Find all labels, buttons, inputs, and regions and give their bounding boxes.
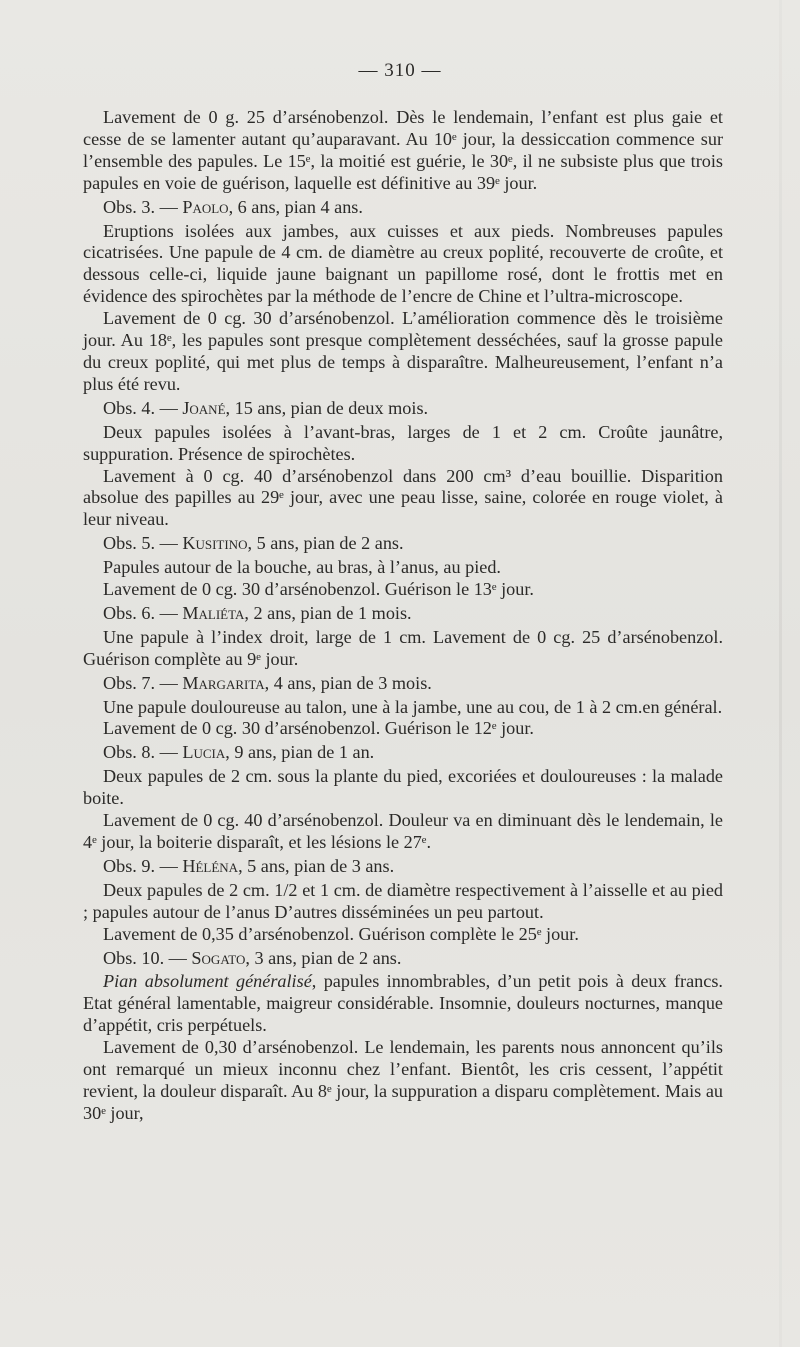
text-run: Obs. 5. — [103, 533, 183, 554]
text-run: , papules innombrables, d’un petit pois à deux francs. Etat général lamentable, maigreur considérable. Insomnie, douleurs nocturnes, manque d’appétit, cris perpétuels. [83, 971, 723, 1036]
text-run: Deux papules de 2 cm. 1/2 et 1 cm. de diamètre respectivement à l’aisselle et au pied ; papules autour de l’anus D’autres disséminées un peu partout. [83, 879, 723, 922]
text-run: Deux papules de 2 cm. sous la plante du pied, excoriées et douloureuses : la malade boite. [83, 766, 723, 809]
paragraph [83, 308, 723, 396]
paragraph [83, 579, 723, 601]
observation-heading [83, 533, 723, 555]
paragraph [83, 422, 723, 466]
observation-heading [83, 742, 723, 764]
observation-heading [83, 856, 723, 878]
text-run: Obs. 3. — [103, 196, 183, 217]
paragraph [83, 718, 723, 740]
text-run: , 2 ans, pian de 1 mois. [244, 602, 412, 623]
page-edge-shadow [779, 0, 782, 1347]
text-run: Obs. 4. — [103, 397, 183, 418]
text-run: Lavement de 0,35 d’arsénobenzol. Guérison complète le 25ᵉ jour. [103, 923, 579, 944]
text-run: Obs. 7. — [103, 672, 183, 693]
observation-heading [83, 197, 723, 219]
text-run: Une papule à l’index droit, large de 1 cm. Lavement de 0 cg. 25 d’arsénobenzol. Guérison complète au 9ᵉ jour. [83, 626, 723, 669]
observation-heading [83, 603, 723, 625]
text-run: Eruptions isolées aux jambes, aux cuisses et aux pieds. Nombreuses papules cicatrisées. Une papule de 4 cm. de diamètre au creux poplité, recouverte de croûte, et dessous celle-ci, liquide jaune baignant un papillome rosé, dont le frottis met en évidence des spirochètes par la méthode de l’encre de Chine et l’ultra-microscope. [83, 220, 723, 307]
text-run: , 5 ans, pian de 2 ans. [247, 533, 404, 554]
text-run: Obs. 10. — [103, 947, 192, 968]
observation-heading [83, 673, 723, 695]
text-run: Lavement de 0 cg. 30 d’arsénobenzol. Guérison le 12ᵉ jour. [103, 718, 534, 739]
text-run: , 15 ans, pian de deux mois. [225, 397, 429, 418]
patient-name: Kusitino [182, 533, 248, 554]
paragraph [83, 466, 723, 532]
text-run: Papules autour de la bouche, au bras, à l’anus, au pied. [103, 557, 501, 578]
text-run: Obs. 6. — [103, 602, 183, 623]
text-run: , 6 ans, pian 4 ans. [228, 196, 363, 217]
observation-heading [83, 948, 723, 970]
text-run: Lavement de 0 cg. 40 d’arsénobenzol. Douleur va en diminuant dès le lendemain, le 4ᵉ jour, la boiterie disparaît, et les lésions le 27ᵉ. [83, 810, 723, 852]
page-number: — 310 — [358, 60, 442, 81]
paragraph [83, 627, 723, 671]
paragraph [83, 971, 723, 1037]
patient-name: Margarita [182, 672, 265, 693]
text-run: Obs. 8. — [103, 742, 183, 763]
text-run: Lavement à 0 cg. 40 d’arsénobenzol dans 200 cm³ d’eau bouillie. Disparition absolue des papilles au 29ᵉ jour, avec une peau lisse, saine, colorée en rouge violet, à leur niveau. [83, 465, 723, 530]
paragraph [83, 880, 723, 924]
patient-name: Héléna [182, 855, 239, 876]
paragraph [83, 697, 723, 719]
text-run: Lavement de 0 g. 25 d’arsénobenzol. Dès le lendemain, l’enfant est plus gaie et cesse de se lamenter autant qu’auparavant. Au 10ᵉ jour, la dessiccation commence sur l’ensemble des papules. Le 15ᵉ, la moitié est guérie, le 30ᵉ, il ne subsiste plus que trois papules en voie de guérison, laquelle est définitive au 39ᵉ jour. [83, 107, 723, 193]
text-run: Obs. 9. — [103, 855, 183, 876]
paragraph [83, 766, 723, 810]
text-run: , 5 ans, pian de 3 ans. [238, 855, 395, 876]
paragraph [83, 557, 723, 579]
patient-name: Sogato [191, 947, 246, 968]
patient-name: Joané [182, 397, 226, 418]
text-run: Une papule douloureuse au talon, une à la jambe, une au cou, de 1 à 2 cm.en général. [103, 696, 723, 717]
observation-heading [83, 398, 723, 420]
paragraph [83, 221, 723, 309]
text-run: , 3 ans, pian de 2 ans. [245, 947, 402, 968]
paragraph [83, 107, 723, 195]
paragraph [83, 924, 723, 946]
text-run: Lavement de 0 cg. 30 d’arsénobenzol. Guérison le 13ᵉ jour. [103, 579, 534, 600]
paragraph [83, 1037, 723, 1125]
text-run: Lavement de 0 cg. 30 d’arsénobenzol. L’amélioration commence dès le troisième jour. Au 18ᵉ, les papules sont presque complètement desséchées, sauf la grosse papule du creux poplité, qui met plus de temps à disparaître. Malheureusement, l’enfant n’a plus été revu. [83, 308, 723, 394]
patient-name: Lucia [182, 742, 226, 763]
text-run: , 9 ans, pian de 1 an. [225, 742, 375, 763]
paragraph [83, 810, 723, 854]
patient-name: Maliéta [182, 602, 245, 623]
text-run: , 4 ans, pian de 3 mois. [264, 672, 432, 693]
text-run: Deux papules isolées à l’avant-bras, larges de 1 et 2 cm. Croûte jaunâtre, suppuration. Présence de spirochètes. [83, 421, 723, 464]
text-run: Lavement de 0,30 d’arsénobenzol. Le lendemain, les parents nous annoncent qu’ils ont remarqué un mieux inconnu chez l’enfant. Bientôt, les cris cessent, l’appétit revient, la douleur disparaît. Au 8ᵉ jour, la suppuration a disparu complètement. Mais au 30ᵉ jour, [83, 1037, 723, 1123]
emphasis-text: Pian absolument généralisé [103, 971, 312, 992]
body-text [83, 107, 723, 1125]
patient-name: Paolo [182, 196, 229, 217]
